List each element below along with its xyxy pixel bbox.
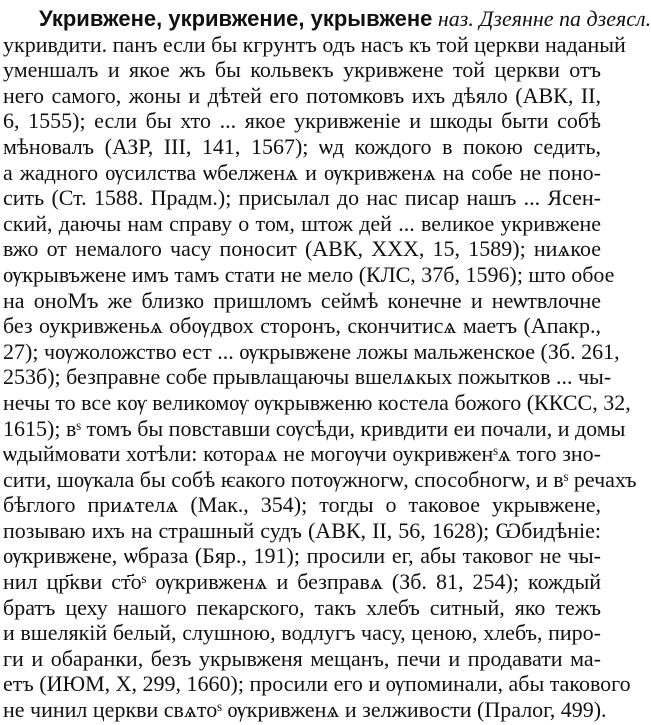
entry-line: не чинил церкви свѧтоˢ ѹкривженѧ и зелживости (Пралог, 499). bbox=[3, 697, 607, 723]
entry-line: 1615); вˢ томъ бы повставши сѹсѣди, кривдити еи почали, и домы bbox=[3, 415, 626, 441]
entry-line: ский, даючы нам справу о том, штож дей ... великое укривжене bbox=[3, 210, 601, 236]
entry-line: бѣглого приѧтелѧ (Мак., 354); тогды о таковое укрывжене, bbox=[3, 492, 601, 518]
entry-first-line bbox=[3, 6, 651, 32]
entry-line: 6, 1555); если бы хто ... якое укривженіе и шкоды быти собѣ bbox=[3, 108, 601, 134]
dictionary-entry bbox=[3, 6, 651, 723]
entry-line: сити, шѹкала бы собѣ ѥакого потѹжногѡ, способногѡ, и вˢ речахъ bbox=[3, 466, 637, 492]
entry-line: ѡдыймовати хотѣли: котораѧ не могѹчи оукривженˢѧ того зно- bbox=[3, 441, 601, 467]
entry-line: а жадного ѹсилства ѡбелженѧ и ѹкривженѧ на собе не поно- bbox=[3, 159, 601, 185]
entry-line: на оноМъ же близко пришломъ сеймѣ конечне и неѡтвлочне bbox=[3, 287, 601, 313]
entry-line: укривдити. панъ если бы кгрунтъ одъ насъ къ той церкви наданый bbox=[3, 31, 626, 57]
entry-line: ѹкривжене, ѡбраза (Бяр., 191); просили ег, абы таковог не чы- bbox=[3, 543, 601, 569]
entry-line: позываю ихъ на страшный судъ (АВК, II, 56, 1628); Ѡбидѣніе: bbox=[3, 517, 601, 543]
entry-line: ѹкрывъжене имъ тамъ стати не мело (КЛС, 37б, 1596); што обое bbox=[3, 261, 615, 287]
entry-line: 27); чѹжоложство ест ... ѹкрывжене ложы мальженское (Зб. 261, bbox=[3, 338, 620, 364]
entry-headword: Укривжене, укривжение, укрывжене bbox=[39, 6, 433, 31]
entry-line: сить (Ст. 1588. Прадм.); присылал до нас писар нашъ ... Ясен- bbox=[3, 185, 601, 211]
entry-body bbox=[3, 31, 637, 723]
entry-line: 253б); безправне собе прывлащаючы вшелѧкых пожытков ... чы- bbox=[3, 364, 612, 390]
entry-gloss: наз. Дзеянне па дзеясл. bbox=[437, 6, 651, 31]
entry-line: ги и обаранки, безъ укрывженя мещанъ, печи и продавати ма- bbox=[3, 645, 601, 671]
entry-line: без оукривженьѧ обѹдвох сторонъ, скончитисѧ маетъ (Апакр., bbox=[3, 313, 601, 339]
entry-line: нил цр҃кви ст҃оˢ ѹкривженѧ и безправѧ (Зб. 81, 254); кождый bbox=[3, 569, 601, 595]
entry-line: и вшелякій белый, слушною, водлугъ часу, ценою, хлебъ, пиро- bbox=[3, 620, 601, 646]
entry-line: нечы то все кѹ великомѹ ѹкрывженю костела божого (ККСС, 32, bbox=[3, 389, 631, 415]
entry-line: него самого, жоны и дѣтей его потомковъ ихъ дѣяло (АВК, II, bbox=[3, 82, 601, 108]
entry-line: уменшалъ и якое жъ бы кольвекъ укривжене той церкви отъ bbox=[3, 57, 601, 83]
entry-line: мѣновалъ (АЗР, III, 141, 1567); ѡд кождого в покою седить, bbox=[3, 133, 601, 159]
entry-line: вжо от немалого часу поносит (АВК, XXX, 15, 1589); ниѧкое bbox=[3, 236, 601, 262]
entry-line: братъ цеху нашого пекарского, такъ хлебъ ситный, яко тежъ bbox=[3, 594, 601, 620]
entry-line: етъ (ИЮМ, X, 299, 1660); просили его и ѹпоминали, абы такового bbox=[3, 671, 631, 697]
